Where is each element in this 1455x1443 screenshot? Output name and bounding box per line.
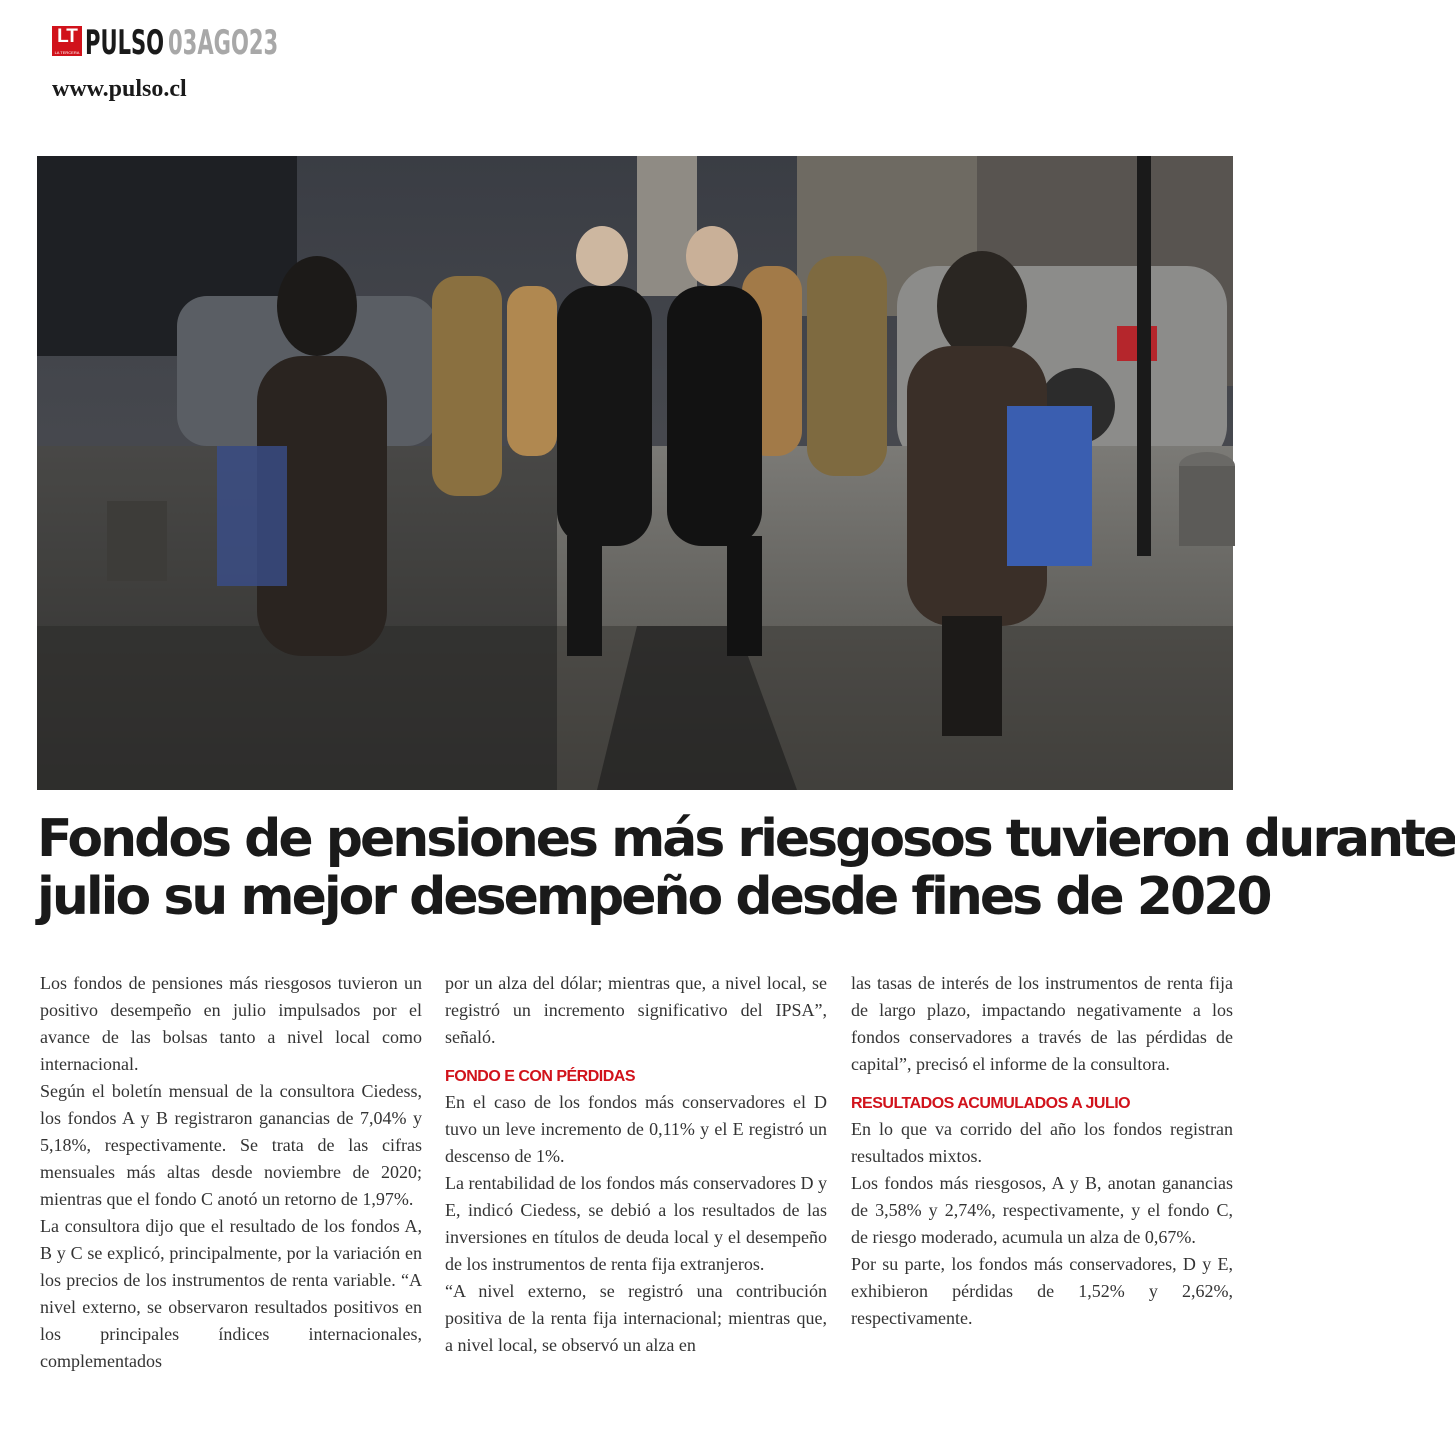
headline: [37, 809, 1455, 927]
section-subhead: FONDO E CON PÉRDIDAS: [445, 1068, 636, 1085]
paragraph: La rentabilidad de los fondos más conservadores D y E, indicó Ciedess, se debió a los resultados de las inversiones en títulos de deuda local y el desempeño de los instrumentos de renta fija extranjeros.: [445, 1173, 827, 1274]
article-column-1: [40, 970, 422, 1375]
headline-line-2: julio su mejor desempeño desde fines de 2020: [37, 867, 1270, 927]
street-scene-image: [37, 156, 1233, 790]
article-photo: [37, 156, 1233, 790]
section-subhead: RESULTADOS ACUMULADOS A JULIO: [851, 1095, 1131, 1112]
paragraph: Los fondos de pensiones más riesgosos tuvieron un positivo desempeño en julio impulsados por el avance de las bolsas tanto a nivel local como internacional.: [40, 973, 422, 1074]
site-url[interactable]: www.pulso.cl: [52, 76, 187, 102]
paragraph: las tasas de interés de los instrumentos de renta fija de largo plazo, impactando negativamente a los fondos conservadores a través de las pérdidas de capital”, precisó el informe de la consultora.: [851, 973, 1233, 1074]
logo-small-text: LA TERCERA: [54, 50, 80, 55]
paragraph: En el caso de los fondos más conservadores el D tuvo un leve incremento de 0,11% y el E registró un descenso de 1%.: [445, 1092, 827, 1166]
article-column-2: [445, 970, 827, 1359]
headline-line-1: Fondos de pensiones más riesgosos tuvieron durante: [37, 809, 1455, 869]
logo-text: LT: [57, 26, 77, 47]
la-tercera-logo[interactable]: [52, 26, 82, 56]
article-column-3: [851, 970, 1233, 1332]
brand-name: PULSO: [85, 23, 165, 63]
paragraph: La consultora dijo que el resultado de los fondos A, B y C se explicó, principalmente, por la variación en los precios de los instrumentos de renta variable. “A nivel externo, se observaron resultados positivos en los principales índices internacionales, complementados: [40, 1216, 422, 1371]
paragraph: “A nivel externo, se registró una contribución positiva de la renta fija internacional; mientras que, a nivel local, se observó un alza en: [445, 1281, 827, 1355]
paragraph: Por su parte, los fondos más conservadores, D y E, exhibieron pérdidas de 1,52% y 2,62%, respectivamente.: [851, 1254, 1233, 1328]
paragraph: por un alza del dólar; mientras que, a nivel local, se registró un incremento significativo del IPSA”, señaló.: [445, 973, 827, 1047]
edition-date: 03AGO23: [168, 23, 279, 63]
paragraph: En lo que va corrido del año los fondos registran resultados mixtos.: [851, 1119, 1233, 1166]
paragraph: Los fondos más riesgosos, A y B, anotan ganancias de 3,58% y 2,74%, respectivamente, y el fondo C, de riesgo moderado, acumula un alza de 0,67%.: [851, 1173, 1233, 1247]
paragraph: Según el boletín mensual de la consultora Ciedess, los fondos A y B registraron ganancias de 7,04% y 5,18%, respectivamente. Se trata de las cifras mensuales más altas desde noviembre de 2020; mientras que el fondo C anotó un retorno de 1,97%.: [40, 1081, 422, 1209]
